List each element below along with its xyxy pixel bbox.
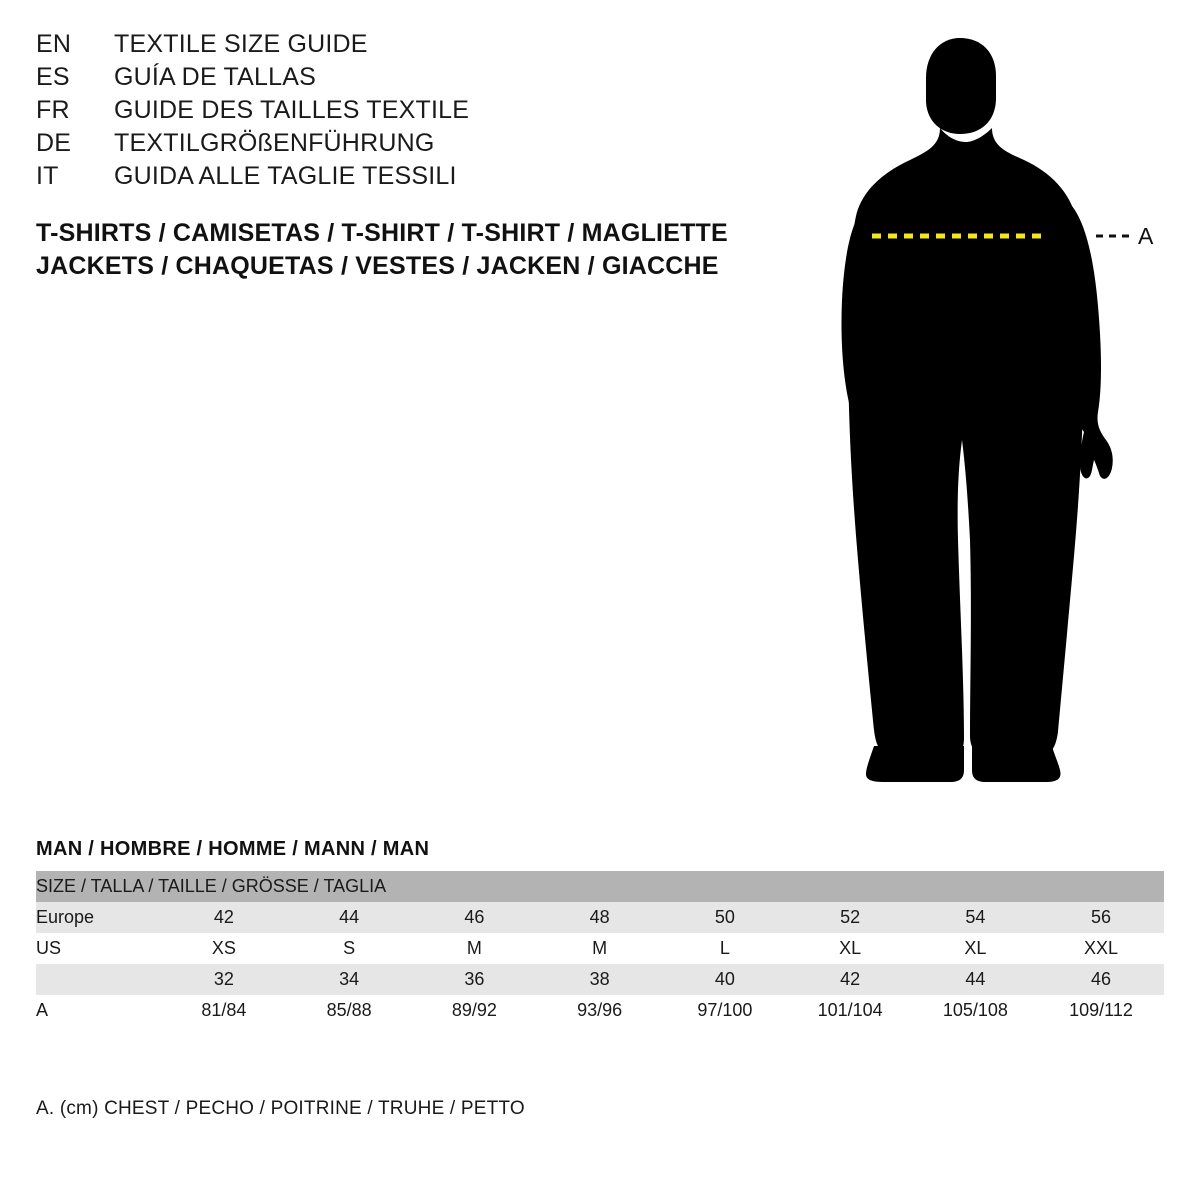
cell: 38 — [537, 964, 662, 995]
cell: XS — [161, 933, 286, 964]
cell: 44 — [287, 902, 412, 933]
cell: XL — [913, 933, 1038, 964]
language-code: FR — [36, 96, 70, 124]
cell: 42 — [788, 964, 913, 995]
cell: 105/108 — [913, 995, 1038, 1026]
language-code: IT — [36, 162, 59, 190]
cell: 93/96 — [537, 995, 662, 1026]
table-row — [36, 933, 1164, 964]
category-line-tshirts: T-SHIRTS / CAMISETAS / T-SHIRT / T-SHIRT / MAGLIETTE — [36, 219, 728, 247]
measure-label-a: A — [1138, 223, 1154, 249]
size-table-section — [36, 838, 1164, 1026]
row-label-a: A — [36, 995, 161, 1026]
language-title: GUÍA DE TALLAS — [114, 63, 316, 91]
cell: L — [662, 933, 787, 964]
cell: 46 — [412, 902, 537, 933]
cell: 46 — [1038, 964, 1164, 995]
table-section-title: MAN / HOMBRE / HOMME / MANN / MAN — [36, 838, 430, 860]
language-code: EN — [36, 30, 72, 58]
table-row — [36, 902, 1164, 933]
row-label-numeric — [36, 964, 161, 995]
row-label-europe: Europe — [36, 902, 161, 933]
cell: 44 — [913, 964, 1038, 995]
cell: 85/88 — [287, 995, 412, 1026]
cell: 36 — [412, 964, 537, 995]
cell: 109/112 — [1038, 995, 1164, 1026]
language-row-en — [36, 30, 736, 63]
cell: M — [537, 933, 662, 964]
language-row-de — [36, 129, 736, 162]
body-silhouette-figure — [800, 20, 1190, 790]
cell: XXL — [1038, 933, 1164, 964]
language-row-it — [36, 162, 736, 195]
cell: 52 — [788, 902, 913, 933]
cell: M — [412, 933, 537, 964]
language-row-fr — [36, 96, 736, 129]
language-row-es — [36, 63, 736, 96]
table-row — [36, 995, 1164, 1026]
cell: 34 — [287, 964, 412, 995]
language-title-block — [36, 30, 736, 195]
cell: 89/92 — [412, 995, 537, 1026]
language-code: ES — [36, 63, 70, 91]
cell: 101/104 — [788, 995, 913, 1026]
cell: 97/100 — [662, 995, 787, 1026]
table-header-row — [36, 871, 1164, 902]
cell: 50 — [662, 902, 787, 933]
table-row — [36, 964, 1164, 995]
table-header-label: SIZE / TALLA / TAILLE / GRÖSSE / TAGLIA — [36, 871, 1164, 902]
category-block — [36, 217, 796, 283]
language-title: TEXTILGRÖßENFÜHRUNG — [114, 129, 435, 157]
footnote-chest-measure: A. (cm) CHEST / PECHO / POITRINE / TRUHE / PETTO — [36, 1098, 525, 1119]
cell: 81/84 — [161, 995, 286, 1026]
cell: XL — [788, 933, 913, 964]
size-table — [36, 871, 1164, 1026]
category-line-jackets: JACKETS / CHAQUETAS / VESTES / JACKEN / GIACCHE — [36, 252, 719, 280]
language-code: DE — [36, 129, 72, 157]
language-title: TEXTILE SIZE GUIDE — [114, 30, 368, 58]
language-title: GUIDE DES TAILLES TEXTILE — [114, 96, 470, 124]
silhouette-shape — [841, 38, 1112, 782]
cell: S — [287, 933, 412, 964]
cell: 56 — [1038, 902, 1164, 933]
row-label-us: US — [36, 933, 161, 964]
cell: 48 — [537, 902, 662, 933]
cell: 54 — [913, 902, 1038, 933]
cell: 40 — [662, 964, 787, 995]
language-title: GUIDA ALLE TAGLIE TESSILI — [114, 162, 457, 190]
cell: 32 — [161, 964, 286, 995]
cell: 42 — [161, 902, 286, 933]
